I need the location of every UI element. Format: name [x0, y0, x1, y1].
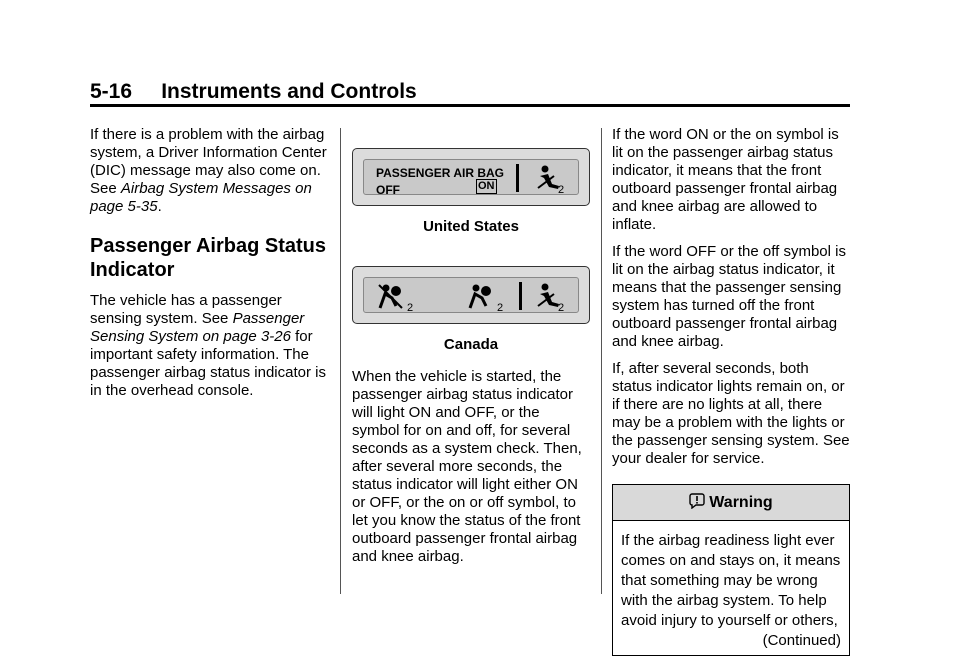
- paragraph: If the word ON or the on symbol is lit on the passenger airbag status indicator, it means that the front outboard passenger frontal airbag and knee airbag are allowed to inflate.: [612, 126, 839, 233]
- header-rule: [90, 104, 850, 107]
- panel-on-label: ON: [478, 180, 495, 192]
- cross-reference-link[interactable]: Airbag System Messages on page 5-35: [90, 180, 312, 215]
- warning-box: [612, 484, 850, 656]
- paragraph: When the vehicle is started, the passenger airbag status indicator will light ON and OFF, or the symbol for on and off, for several seconds as a system check. Then, after several more seconds, the status indicator will light either ON or OFF, or the on or off symbol, to let you know the status of the front outboard passenger frontal airbag and knee airbag.: [352, 368, 582, 565]
- warning-title: Warning: [709, 494, 773, 511]
- figure-caption: Canada: [443, 336, 499, 353]
- paragraph: [90, 292, 328, 400]
- airbag-on-icon: [466, 282, 506, 312]
- paragraph: [90, 126, 328, 216]
- column-1: [90, 126, 328, 409]
- icon-number: 2: [407, 302, 414, 312]
- column-divider: [601, 128, 602, 594]
- paragraph: If, after several seconds, both status indicator lights remain on, or if there are no lights at all, there may be a problem with the lights or the passenger sensing system. See your dealer for service.: [612, 360, 850, 467]
- text: for important safety information. The passenger airbag status indicator is in the overhead console.: [90, 328, 326, 399]
- panel-label: PASSENGER AIR BAG: [376, 166, 505, 180]
- icon-number: 2: [558, 302, 564, 312]
- paragraph: If the word OFF or the off symbol is lit on the airbag status indicator, it means that the passenger sensing system has turned off the front outboard passenger frontal airbag and knee airbag.: [612, 243, 846, 350]
- warning-text: If the airbag readiness light ever comes on and stays on, it means that something may be wrong with the airbag system. To help avoid injury to yourself or others,: [621, 532, 841, 629]
- column-3: [612, 126, 850, 656]
- seat-belt-icon: [532, 164, 564, 194]
- text: The vehicle has a passenger sensing system. See: [90, 292, 282, 327]
- icon-number: 2: [497, 302, 504, 312]
- panel-face: [363, 159, 579, 195]
- airbag-off-icon: [376, 282, 416, 312]
- icon-number: 2: [558, 184, 564, 194]
- cross-reference-link[interactable]: Passenger Sensing System on page 3-26: [90, 310, 305, 345]
- figure-caption: United States: [423, 218, 519, 235]
- warning-body: [613, 521, 849, 655]
- text: .: [157, 198, 162, 215]
- warning-icon: [689, 493, 705, 509]
- column-2: [352, 126, 590, 575]
- panel-separator: [519, 282, 522, 310]
- panel-off-label: OFF: [376, 183, 400, 197]
- canada-indicator-panel: [352, 266, 590, 324]
- panel-separator: [516, 164, 519, 192]
- continued-label: (Continued): [762, 632, 841, 649]
- column-divider: [340, 128, 341, 594]
- panel-face: [363, 277, 579, 313]
- text: If there is a problem with the airbag system, a Driver Information Center (DIC) message may also come on. See: [90, 126, 327, 197]
- seat-belt-icon: [532, 282, 564, 312]
- warning-header: [613, 485, 849, 521]
- us-indicator-panel: [352, 148, 590, 206]
- section-heading: Passenger Airbag Status Indicator: [90, 235, 327, 281]
- page-header: 5-16 Instruments and Controls: [90, 80, 417, 103]
